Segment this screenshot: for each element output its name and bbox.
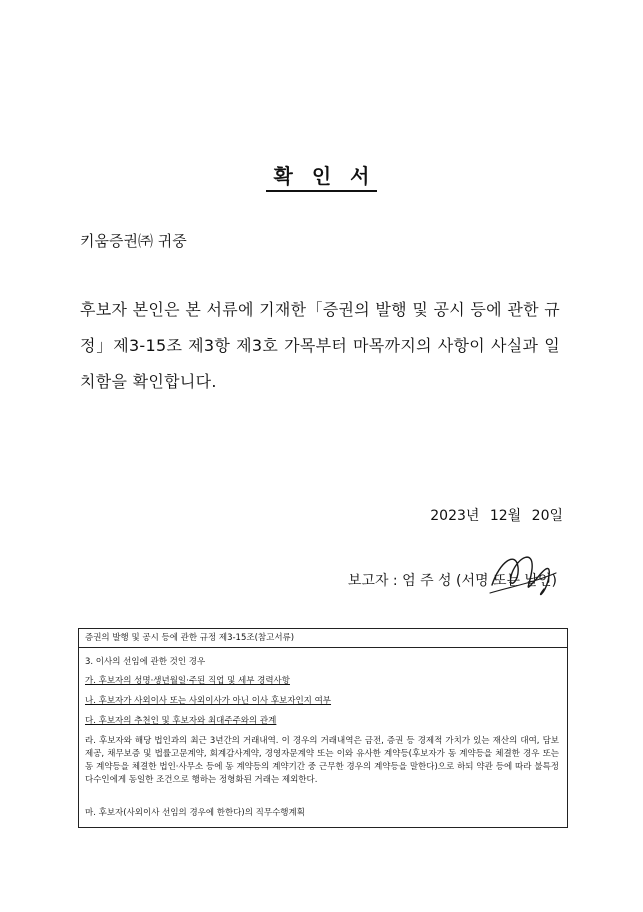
reference-item: 나. 후보자가 사외이사 또는 사외이사가 아닌 이사 후보자인지 여부 xyxy=(85,696,332,706)
handwritten-signature xyxy=(482,543,562,603)
recipient-line: 키움증권㈜ 귀중 xyxy=(80,232,187,250)
reference-item: 라. 후보자와 해당 법인과의 최근 3년간의 거래내역. 이 경우의 거래내역은 금전, 증권 등 경제적 가치가 있는 재산의 대여, 담보제공, 채무보증 및 법률고문계약, 회계감사계약, 경영자문계약 또는 이와 유사한 계약등(후보자가 동 계약등을 체결한 경우 또는 동 계약등을 체결한 법인·사무소 등에 동 계약등의 계약기간 중 근무한 경우의 계약등을 말한다)으로 하되 약관 등에 따라 불특정다수인에게 동일한 조건으로 행하는 정형화된 거래는 제외한다. xyxy=(85,736,559,785)
document-date: 2023년 12월 20일 xyxy=(430,508,563,524)
reporter-signature-line: 보고자 : 엄 주 성 (서명 또는 날인) xyxy=(347,573,557,589)
reference-item: 가. 후보자의 성명·생년월일·주된 직업 및 세부 경력사항 xyxy=(85,676,290,686)
reference-header: 증권의 발행 및 공시 등에 관한 규정 제3-15조(참고서류) xyxy=(79,629,567,648)
document-title: 확 인 서 xyxy=(0,160,643,189)
reference-item: 다. 후보자의 추천인 및 후보자와 최대주주와의 관계 xyxy=(85,716,277,726)
confirmation-statement: 후보자 본인은 본 서류에 기재한「증권의 발행 및 공시 등에 관한 규정」제3-15조 제3항 제3호 가목부터 마목까지의 사항이 사실과 일치함을 확인합니다. xyxy=(80,300,560,391)
regulation-reference-box xyxy=(78,628,568,828)
reference-item: 마. 후보자(사외이사 선임의 경우에 한한다)의 직무수행계획 xyxy=(85,808,305,818)
reference-item: 3. 이사의 선임에 관한 것인 경우 xyxy=(85,657,206,667)
